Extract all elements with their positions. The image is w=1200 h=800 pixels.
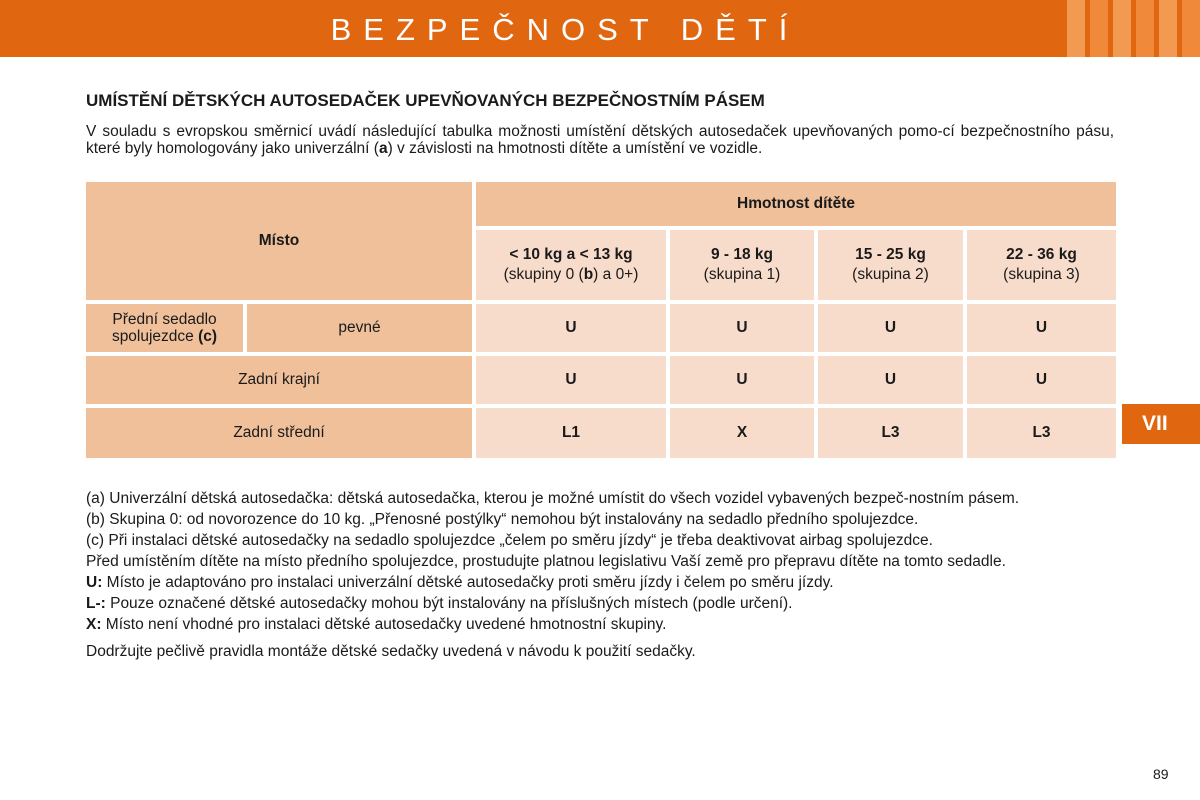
legend-u bbox=[86, 574, 1114, 591]
intro-paragraph bbox=[86, 123, 1114, 157]
intro-text: ) v závislosti na hmotnosti dítěte a umístění ve vozidle. bbox=[387, 140, 763, 157]
header-bar bbox=[0, 0, 1200, 57]
column-group-text: (skupiny 0 ( bbox=[503, 266, 584, 283]
child-seat-table bbox=[86, 182, 1116, 458]
row-label-text bbox=[86, 311, 243, 345]
legend-l bbox=[86, 595, 1114, 612]
legend-u-text: Místo je adaptováno pro instalaci univerzální dětské autosedačky proti směru jízdy i čelem po směru jízdy. bbox=[102, 574, 834, 591]
legend-l-text: Pouze označené dětské autosedačky mohou být instalovány na příslušných místech (podle určení). bbox=[105, 595, 793, 612]
table-cell: U bbox=[967, 356, 1116, 404]
column-group: (skupina 1) bbox=[703, 266, 781, 283]
row-label-rear-center: Zadní střední bbox=[86, 408, 472, 458]
page-number: 89 bbox=[1153, 766, 1169, 782]
column-group-text: ) a 0+) bbox=[593, 266, 639, 283]
column-group bbox=[504, 265, 639, 285]
column-header bbox=[476, 230, 666, 300]
header-decoration bbox=[1067, 0, 1200, 57]
column-weight: < 10 kg a < 13 kg bbox=[509, 246, 633, 263]
legend-x bbox=[86, 616, 1114, 633]
note-c: (c) Při instalaci dětské autosedačky na sedadlo spolujezdce „čelem po směru jízdy“ je třeba deaktivovat airbag spolujezdce. bbox=[86, 532, 933, 549]
notes bbox=[86, 490, 1114, 664]
column-weight: 9 - 18 kg bbox=[710, 246, 774, 263]
column-group-bold: b bbox=[583, 266, 594, 283]
note-legislation: Před umístěním dítěte na místo předního spolujezdce, prostudujte platnou legislativu Vaší země pro přepravu dítěte na tomto sedadle. bbox=[86, 553, 1006, 570]
header-stripe bbox=[1159, 0, 1177, 57]
column-weight: 22 - 36 kg bbox=[1006, 246, 1077, 263]
row-sublabel-fixed: pevné bbox=[247, 304, 472, 352]
header-stripe bbox=[1182, 0, 1200, 57]
column-weight: 15 - 25 kg bbox=[855, 246, 926, 263]
table-cell: U bbox=[670, 304, 814, 352]
row-label-part: Přední sedadlo spolujezdce bbox=[111, 311, 217, 345]
table-cell: L1 bbox=[476, 408, 666, 458]
legend-u-key: U: bbox=[86, 574, 103, 591]
table-cell: U bbox=[818, 356, 963, 404]
legend-l-key: L-: bbox=[86, 595, 106, 612]
chapter-tab: VII bbox=[1122, 404, 1200, 444]
table-cell: U bbox=[670, 356, 814, 404]
table-cell: L3 bbox=[967, 408, 1116, 458]
column-header bbox=[670, 230, 814, 300]
row-label-bold: (c) bbox=[198, 328, 218, 345]
table-cell: X bbox=[670, 408, 814, 458]
legend-x-text: Místo není vhodné pro instalaci dětské autosedačky uvedené hmotnostní skupiny. bbox=[101, 616, 667, 633]
header-stripe bbox=[1067, 0, 1085, 57]
weight-header: Hmotnost dítěte bbox=[476, 182, 1116, 226]
column-group: (skupina 2) bbox=[852, 266, 929, 283]
row-label-front-seat bbox=[86, 304, 243, 352]
table-cell: U bbox=[476, 356, 666, 404]
legend-x-key: X: bbox=[86, 616, 102, 633]
note-a: (a) Univerzální dětská autosedačka: dětská autosedačka, kterou je možné umístit do všech vozidel vybavených bezpeč-nostním pásem. bbox=[86, 490, 1020, 507]
section-heading: UMÍSTĚNÍ DĚTSKÝCH AUTOSEDAČEK UPEVŇOVANÝCH BEZPEČNOSTNÍM PÁSEM bbox=[86, 91, 765, 110]
table-cell: L3 bbox=[818, 408, 963, 458]
column-group: (skupina 3) bbox=[1003, 266, 1080, 283]
note-final: Dodržujte pečlivě pravidla montáže dětské sedačky uvedená v návodu k použití sedačky. bbox=[86, 643, 696, 660]
row-label-rear-outer: Zadní krajní bbox=[86, 356, 472, 404]
header-stripe bbox=[1113, 0, 1131, 57]
table-cell: U bbox=[476, 304, 666, 352]
column-header bbox=[818, 230, 963, 300]
intro-text: V souladu s evropskou směrnicí uvádí následující tabulka možnosti umístění dětských autosedaček upevňovaných pomo-cí bezpečnostního pásu, které byly homologovány jako univerzální ( bbox=[86, 123, 1114, 157]
header-stripe bbox=[1136, 0, 1154, 57]
table-cell: U bbox=[967, 304, 1116, 352]
intro-bold: a bbox=[378, 140, 388, 157]
header-stripe bbox=[1090, 0, 1108, 57]
column-header bbox=[967, 230, 1116, 300]
place-header: Místo bbox=[86, 182, 472, 300]
page-title: BEZPEČNOST DĚTÍ bbox=[330, 12, 800, 47]
note-b: (b) Skupina 0: od novorozence do 10 kg. „Přenosné postýlky“ nemohou být instalovány na sedadlo předního spolujezdce. bbox=[86, 511, 919, 528]
table-cell: U bbox=[818, 304, 963, 352]
